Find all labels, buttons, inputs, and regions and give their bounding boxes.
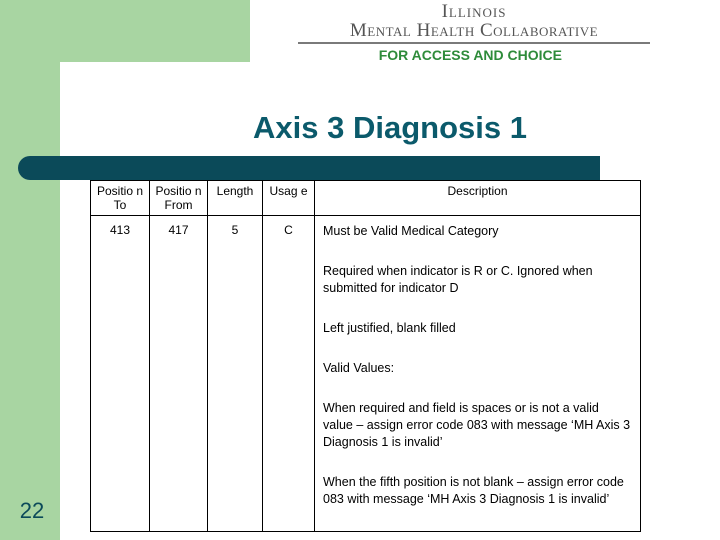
description-line: Required when indicator is R or C. Ignored when submitted for indicator D xyxy=(323,264,593,295)
header-position-from: Positio n From xyxy=(150,181,208,216)
logo-tagline: FOR ACCESS AND CHOICE xyxy=(378,47,562,63)
description-line: Valid Values: xyxy=(323,361,395,375)
top-green-band xyxy=(0,0,250,62)
header-description: Description xyxy=(315,181,641,216)
header-length: Length xyxy=(208,181,263,216)
logo-line-illinois: Illinois xyxy=(441,1,507,22)
description-line: Must be Valid Medical Category xyxy=(323,224,499,238)
table-header-row xyxy=(91,181,641,216)
frame-corner xyxy=(60,62,100,102)
logo-line-collaborative: Mental Health Collaborative xyxy=(298,22,650,44)
header-usage: Usag e xyxy=(263,181,315,216)
field-spec-table xyxy=(90,180,641,532)
left-green-rail xyxy=(0,0,60,540)
header-position-to: Positio n To xyxy=(91,181,150,216)
table-row xyxy=(91,216,641,532)
collaborative-logo xyxy=(298,2,650,63)
page-number: 22 xyxy=(19,498,45,523)
cell-length: 5 xyxy=(208,216,263,532)
cell-usage: C xyxy=(263,216,315,532)
cell-position-to: 413 xyxy=(91,216,150,532)
description-line: When required and field is spaces or is not a valid value – assign error code 083 with message ‘MH Axis 3 Diagnosis 1 is invalid’ xyxy=(323,401,631,449)
description-line: Left justified, blank filled xyxy=(323,321,456,335)
cell-position-from: 417 xyxy=(150,216,208,532)
description-line: When the fifth position is not blank – assign error code 083 with message ‘MH Axis 3 Diagnosis 1 is invalid’ xyxy=(323,475,624,506)
title-underline-bar xyxy=(18,156,600,180)
cell-description xyxy=(315,216,641,532)
slide-title: Axis 3 Diagnosis 1 xyxy=(253,110,527,145)
